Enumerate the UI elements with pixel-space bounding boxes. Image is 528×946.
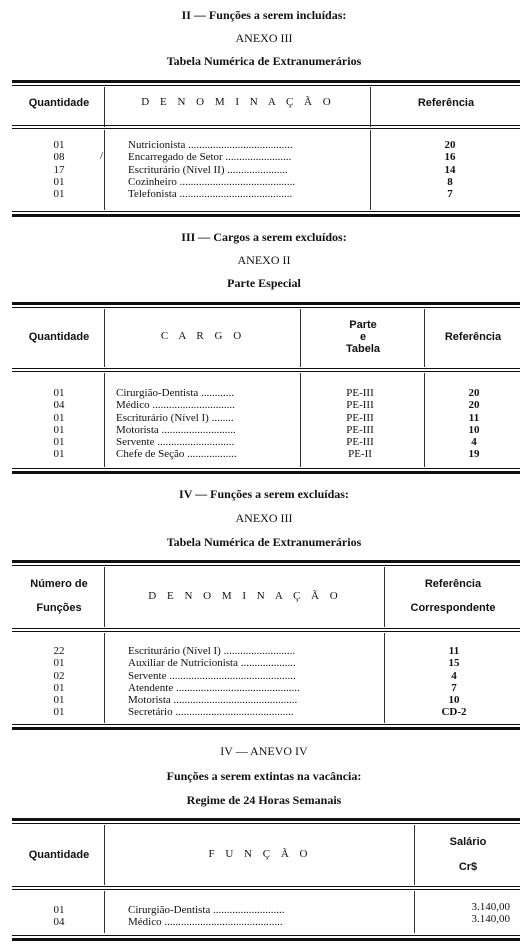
table-cell-qty: 01: [53, 448, 65, 461]
table-cell-ref: 16: [444, 151, 456, 164]
table-cell-qty: 22: [53, 645, 65, 657]
section3-header-qty-line1: Número de: [30, 578, 88, 590]
section1-top-rule: [12, 80, 520, 83]
table-cell-qty: 01: [53, 387, 65, 399]
section1-header-denom: D E N O M I N A Ç Ã O: [141, 96, 335, 108]
table-cell-denom: Nutricionista ......................................: [128, 139, 293, 151]
table-cell-ref: 11: [448, 645, 460, 657]
section4-header-sal-line2: Cr$: [458, 861, 478, 873]
table-cell-ref: 19: [468, 448, 480, 461]
table-cell-denom: Cirurgião-Dentista ............: [116, 387, 235, 399]
table-cell-part: PE-III: [346, 436, 374, 449]
table-cell-ref: 7: [451, 681, 457, 694]
section4-header-rule: [12, 886, 520, 887]
table-cell-salary: 3.140,00: [471, 901, 510, 913]
section4-subtitle: Funções a serem extintas na vacância:: [166, 769, 362, 783]
table-cell-denom: Escriturário (Nível I) ..........................: [128, 645, 296, 657]
section1-ref-column: [420, 139, 480, 200]
section3-col-divider-2: [384, 567, 385, 627]
section3-header-denom: D E N O M I N A Ç Ã O: [148, 590, 342, 602]
section2-bottom-rule-thin: [12, 468, 520, 469]
section1-qty-column: [30, 139, 88, 200]
table-cell-part: PE-III: [346, 411, 374, 424]
section4-header-denom: F U N Ç Ã O: [208, 848, 312, 860]
table-cell-denom: Atendente .............................................: [128, 681, 300, 694]
table-cell-denom: Cirurgião-Dentista ..........................: [128, 904, 285, 916]
section2-qty-column: [30, 387, 88, 461]
section3-body-divider-2: [384, 633, 385, 723]
section3-top-rule: [12, 560, 520, 563]
table-cell-ref: 11: [468, 411, 480, 424]
section3-col-divider-1: [104, 567, 105, 627]
table-cell-ref: 10: [448, 694, 460, 707]
section2-body-divider-3: [424, 373, 425, 467]
section2-annex: ANEXO II: [237, 253, 291, 267]
section3-header-rule: [12, 628, 520, 629]
section4-body-divider-1: [104, 891, 105, 933]
section1-header-ref: Referência: [417, 97, 475, 109]
table-cell-qty: 01: [53, 411, 65, 424]
table-cell-ref: 8: [447, 175, 453, 188]
table-cell-qty: 01: [53, 657, 65, 670]
section1-body-divider-1: [104, 130, 105, 210]
section3-qty-column: [30, 645, 88, 719]
table-cell-qty: 17: [53, 163, 65, 176]
table-cell-part: PE-III: [346, 399, 374, 412]
table-cell-denom: Encarregado de Setor ........................: [128, 151, 292, 164]
section2-top-rule: [12, 302, 520, 305]
section1-subtitle: Tabela Numérica de Extranumerários: [166, 54, 362, 68]
table-cell-ref: 20: [468, 387, 480, 399]
section2-header-denom: C A R G O: [160, 330, 246, 342]
section2-body-divider-1: [104, 373, 105, 467]
table-cell-qty: 01: [53, 706, 65, 719]
section2-subtitle: Parte Especial: [227, 276, 301, 290]
section2-header-part-line3: Tabela: [345, 343, 381, 355]
table-cell-ref: 14: [444, 163, 456, 176]
section2-header-part-line2: e: [359, 331, 367, 343]
table-cell-ref: 20: [444, 139, 456, 151]
section4-subtitle2: Regime de 24 Horas Semanais: [186, 793, 342, 807]
table-cell-ref: 20: [468, 399, 480, 412]
section2-heading: III — Cargos a serem excluídos:: [181, 230, 347, 244]
table-cell-denom: Servente ..............................................: [128, 669, 296, 682]
section4-top-rule-thin: [12, 823, 520, 824]
table-cell-qty: 01: [53, 694, 65, 707]
section4-bottom-rule: [12, 938, 520, 941]
section1-header-rule: [12, 125, 520, 126]
section2-col-divider-3: [424, 309, 425, 367]
section2-col-divider-1: [104, 309, 105, 367]
section3-bottom-rule-thin: [12, 724, 520, 725]
section1-body-divider-2: [370, 130, 371, 210]
table-cell-part: PE-II: [348, 448, 372, 461]
section3-subtitle: Tabela Numérica de Extranumerários: [166, 535, 362, 549]
section2-ref-column: [444, 387, 504, 461]
table-cell-salary: 3.140,00: [471, 913, 510, 926]
section2-header-qty: Quantidade: [28, 331, 90, 343]
table-cell-denom: Escriturário (Nível I) ........: [116, 411, 234, 424]
table-cell-ref: 7: [447, 188, 453, 201]
section4-header-qty: Quantidade: [28, 849, 90, 861]
table-cell-qty: 01: [53, 175, 65, 188]
table-cell-denom: Chefe de Seção ..................: [116, 448, 237, 461]
section2-col-divider-2: [300, 309, 301, 367]
table-cell-qty: 01: [53, 436, 65, 449]
table-cell-qty: 04: [53, 399, 65, 412]
table-cell-part: PE-III: [346, 423, 374, 436]
section4-top-rule: [12, 818, 520, 821]
section2-header-part: [302, 319, 424, 355]
section3-annex: ANEXO III: [235, 511, 293, 525]
section4-header-rule-2: [12, 889, 520, 890]
section4-heading: IV — ANEVO IV: [220, 744, 308, 758]
table-cell-denom: Médico ..............................: [116, 399, 235, 412]
section4-col-divider-2: [414, 825, 415, 885]
section1-header-qty: Quantidade: [28, 97, 90, 109]
section1-col-divider-2: [370, 87, 371, 127]
section1-denom-column: [128, 139, 366, 200]
stray-mark: /: [100, 150, 104, 162]
table-cell-qty: 01: [53, 681, 65, 694]
table-cell-denom: Médico ...........................................: [128, 916, 283, 929]
table-cell-ref: 4: [451, 669, 457, 682]
section3-bottom-rule: [12, 727, 520, 730]
section4-sal-column: [440, 901, 510, 926]
table-cell-qty: 01: [53, 423, 65, 436]
section3-header-ref-line2: Correspondente: [410, 602, 496, 614]
section2-header-rule: [12, 368, 520, 369]
table-cell-denom: Motorista .............................................: [128, 694, 298, 707]
table-cell-qty: 02: [53, 669, 65, 682]
section2-header-part-line1: Parte: [349, 319, 377, 331]
table-cell-ref: CD-2: [441, 706, 467, 719]
table-cell-denom: Cozinheiro ..........................................: [128, 175, 296, 188]
section2-part-column: [310, 387, 410, 461]
table-cell-denom: Telefonista .........................................: [128, 188, 293, 201]
section2-top-rule-thin: [12, 307, 520, 308]
section2-header-ref: Referência: [444, 331, 502, 343]
section2-header-rule-2: [12, 371, 520, 372]
table-cell-qty: 01: [53, 188, 65, 201]
table-cell-qty: 08: [53, 151, 65, 164]
section4-qty-column: [30, 904, 88, 929]
section3-heading: IV — Funções a serem excluídas:: [179, 487, 349, 501]
table-cell-denom: Auxiliar de Nutricionista ....................: [128, 657, 296, 670]
table-cell-ref: 4: [471, 436, 477, 449]
table-cell-qty: 01: [53, 139, 65, 151]
section3-ref-column: [424, 645, 484, 719]
table-cell-ref: 15: [448, 657, 460, 670]
table-cell-part: PE-III: [346, 387, 374, 399]
table-cell-qty: 04: [53, 916, 65, 929]
section1-header-rule-2: [12, 128, 520, 129]
section2-denom-column: [116, 387, 296, 461]
table-cell-ref: 10: [468, 423, 480, 436]
section3-header-ref-line1: Referência: [424, 578, 482, 590]
section1-col-divider-1: [104, 87, 105, 127]
table-cell-qty: 01: [53, 904, 65, 916]
section1-annex: ANEXO III: [235, 31, 293, 45]
section2-body-divider-2: [300, 373, 301, 467]
table-cell-denom: Escriturário (Nível II) ......................: [128, 163, 288, 176]
section3-header-rule-2: [12, 631, 520, 632]
section1-heading: II — Funções a serem incluídas:: [181, 8, 347, 22]
section4-denom-column: [128, 904, 410, 929]
table-cell-denom: Secretário ...........................................: [128, 706, 294, 719]
table-cell-denom: Motorista ...........................: [116, 423, 236, 436]
section1-bottom-rule: [12, 214, 520, 217]
section3-top-rule-thin: [12, 565, 520, 566]
section3-body-divider-1: [104, 633, 105, 723]
section1-top-rule-thin: [12, 85, 520, 86]
section3-denom-column: [128, 645, 380, 719]
section4-body-divider-2: [414, 891, 415, 933]
section3-header-qty-line2: Funções: [36, 602, 82, 614]
section4-header-sal-line1: Salário: [449, 836, 487, 848]
table-cell-denom: Servente ............................: [116, 436, 235, 449]
section1-bottom-rule-thin: [12, 211, 520, 212]
section2-bottom-rule: [12, 471, 520, 474]
section4-bottom-rule-thin: [12, 935, 520, 936]
section4-col-divider-1: [104, 825, 105, 885]
